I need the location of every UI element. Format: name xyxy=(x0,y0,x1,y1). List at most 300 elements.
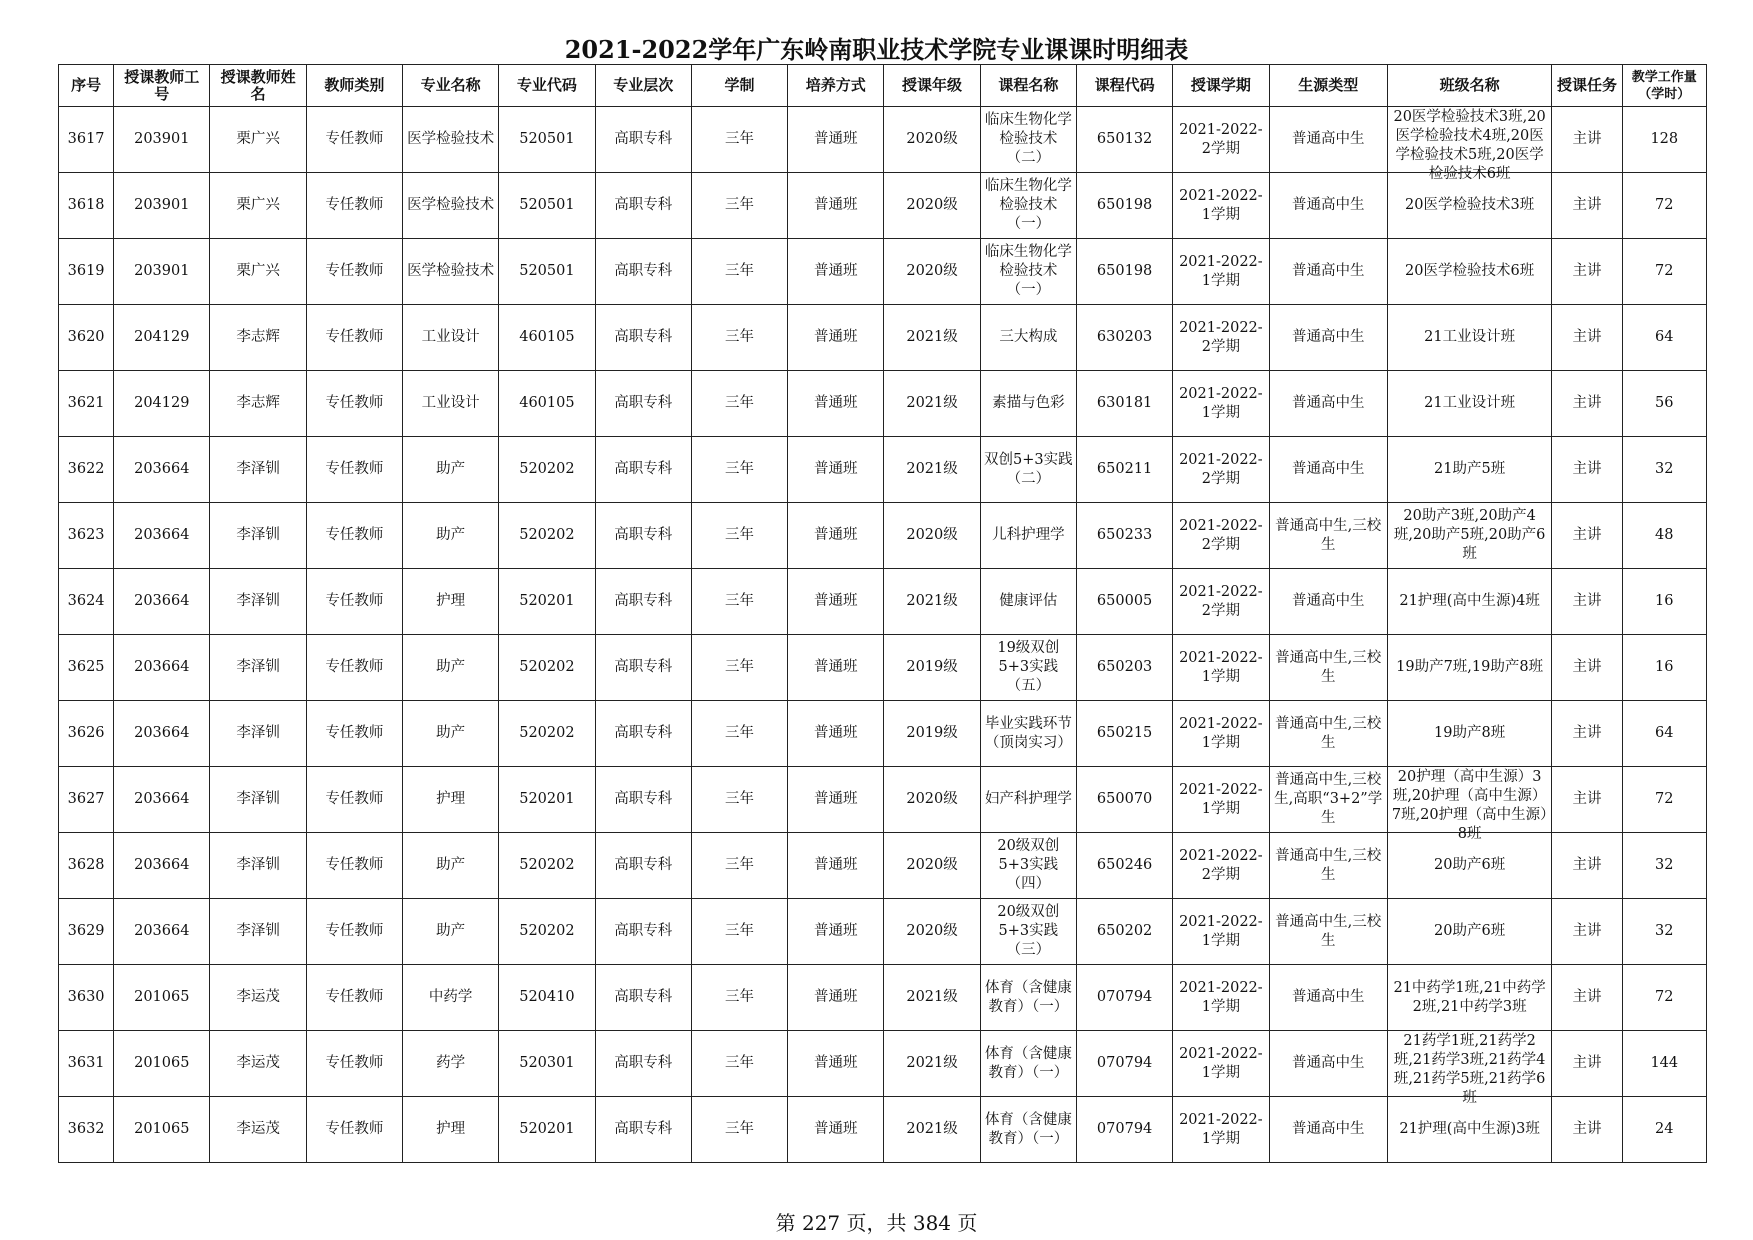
cell-text: 3623 xyxy=(67,527,105,543)
cell-text: 650132 xyxy=(1096,131,1153,147)
cell-text: 护理 xyxy=(436,1121,466,1137)
cell-text: 520202 xyxy=(519,857,575,873)
cell-text: 专任教师 xyxy=(325,461,384,477)
table-cell xyxy=(1622,701,1706,767)
column-header: 授课教师姓名 xyxy=(210,65,306,107)
table-cell xyxy=(1173,437,1269,503)
cell-text: 2020级 xyxy=(906,791,958,807)
cell-text: 儿科护理学 xyxy=(992,527,1065,543)
table-cell xyxy=(306,371,402,437)
cell-text: 三年 xyxy=(724,1055,754,1071)
cell-text: 630203 xyxy=(1096,329,1153,345)
table-cell xyxy=(595,503,691,569)
table-cell xyxy=(499,1097,595,1163)
cell-text: 203664 xyxy=(134,461,190,477)
table-cell xyxy=(210,437,306,503)
cell-text: 520501 xyxy=(519,197,575,213)
table-cell xyxy=(403,569,499,635)
cell-text: 助产 xyxy=(436,725,466,741)
table-cell xyxy=(691,569,787,635)
table-cell xyxy=(306,833,402,899)
table-cell xyxy=(595,569,691,635)
cell-text: 2019级 xyxy=(906,725,958,741)
cell-text: 24 xyxy=(1655,1121,1674,1137)
cell-text: 三年 xyxy=(724,527,754,543)
table-cell xyxy=(1076,1031,1172,1097)
cell-text: 2020级 xyxy=(906,857,958,873)
cell-text: 201065 xyxy=(134,1055,190,1071)
cell-text: 203901 xyxy=(134,131,190,147)
table-cell xyxy=(1622,569,1706,635)
cell-text: 2021-2022-1学期 xyxy=(1179,187,1263,223)
cell-text: 护理 xyxy=(436,593,466,609)
table-cell xyxy=(1173,173,1269,239)
table-cell xyxy=(1622,371,1706,437)
cell-text: 李泽钏 xyxy=(236,461,280,477)
table-cell xyxy=(403,767,499,833)
cell-text: 普通高中生 xyxy=(1291,1121,1365,1137)
table-cell xyxy=(980,503,1076,569)
table-cell xyxy=(980,239,1076,305)
table-cell xyxy=(1173,899,1269,965)
cell-text: 主讲 xyxy=(1572,857,1602,873)
table-cell xyxy=(210,569,306,635)
page-footer: 第 227 页，共 384 页 xyxy=(775,1211,978,1235)
cell-text: 高职专科 xyxy=(614,791,673,807)
table-cell xyxy=(403,899,499,965)
table-cell xyxy=(1387,503,1551,569)
cell-text: 三年 xyxy=(724,923,754,939)
table-cell xyxy=(403,503,499,569)
table-cell xyxy=(595,899,691,965)
table-cell xyxy=(1622,305,1706,371)
page-title: 2021-2022学年广东岭南职业技术学院专业课课时明细表 xyxy=(564,35,1189,64)
cell-text: 203664 xyxy=(134,857,190,873)
table-cell xyxy=(210,899,306,965)
table-cell xyxy=(499,635,595,701)
cell-text: 高职专科 xyxy=(614,461,673,477)
table-cell xyxy=(114,701,210,767)
table-cell xyxy=(210,1031,306,1097)
table-cell xyxy=(499,1031,595,1097)
cell-text: 普通高中生 xyxy=(1291,263,1365,279)
cell-text: 20助产6班 xyxy=(1434,923,1506,939)
table-cell xyxy=(59,173,114,239)
table-cell xyxy=(59,569,114,635)
table-cell xyxy=(788,767,884,833)
table-cell xyxy=(1622,635,1706,701)
table-cell xyxy=(210,635,306,701)
cell-text: 3620 xyxy=(67,329,105,345)
cell-text: 高职专科 xyxy=(614,197,673,213)
cell-text: 48 xyxy=(1655,527,1674,543)
cell-text: 203664 xyxy=(134,923,190,939)
table-cell xyxy=(1076,1097,1172,1163)
cell-text: 三年 xyxy=(724,659,754,675)
table-cell xyxy=(403,965,499,1031)
cell-text: 普通班 xyxy=(814,923,858,939)
table-cell xyxy=(1387,107,1551,182)
table-cell xyxy=(59,701,114,767)
column-header: 授课教师工号 xyxy=(114,65,210,107)
cell-text: 专任教师 xyxy=(325,857,384,873)
cell-text: 520201 xyxy=(519,1121,575,1137)
cell-text: 主讲 xyxy=(1572,131,1602,147)
cell-text: 主讲 xyxy=(1572,395,1602,411)
cell-text: 主讲 xyxy=(1572,593,1602,609)
cell-text: 主讲 xyxy=(1572,197,1602,213)
column-header: 生源类型 xyxy=(1269,65,1387,107)
cell-text: 专任教师 xyxy=(325,1121,384,1137)
column-header: 培养方式 xyxy=(788,65,884,107)
table-cell xyxy=(306,701,402,767)
table-cell xyxy=(1173,569,1269,635)
cell-text: 16 xyxy=(1655,593,1674,609)
cell-text: 650202 xyxy=(1096,923,1153,939)
table-cell xyxy=(1076,371,1172,437)
table-cell xyxy=(1076,569,1172,635)
table-cell xyxy=(691,437,787,503)
table-cell xyxy=(1269,833,1387,899)
table-cell xyxy=(499,899,595,965)
table-cell xyxy=(306,635,402,701)
table-cell xyxy=(1622,965,1706,1031)
table-cell xyxy=(306,503,402,569)
cell-text: 三年 xyxy=(724,989,754,1005)
table-cell xyxy=(788,569,884,635)
table-cell xyxy=(210,1097,306,1163)
cell-text: 临床生物化学检验技术（一） xyxy=(984,178,1072,232)
cell-text: 助产 xyxy=(436,461,466,477)
table-cell xyxy=(595,635,691,701)
table-row xyxy=(59,1097,1707,1163)
table-cell xyxy=(1269,1097,1387,1163)
table-cell xyxy=(1622,437,1706,503)
cell-text: 专任教师 xyxy=(325,923,384,939)
cell-text: 64 xyxy=(1655,725,1674,741)
column-header: 专业代码 xyxy=(499,65,595,107)
table-cell xyxy=(114,173,210,239)
table-cell xyxy=(1622,239,1706,305)
table-cell xyxy=(788,965,884,1031)
table-cell xyxy=(980,371,1076,437)
table-cell xyxy=(1173,503,1269,569)
table-cell xyxy=(980,899,1076,965)
table-cell xyxy=(884,635,980,701)
table-cell xyxy=(884,569,980,635)
cell-text: 520501 xyxy=(519,263,575,279)
table-cell xyxy=(306,1031,402,1097)
cell-text: 专任教师 xyxy=(325,329,384,345)
cell-text: 3628 xyxy=(67,857,105,873)
table-cell xyxy=(1622,767,1706,833)
table-cell xyxy=(306,305,402,371)
cell-text: 高职专科 xyxy=(614,527,673,543)
table-cell xyxy=(884,965,980,1031)
table-cell xyxy=(59,107,114,173)
table-cell xyxy=(210,371,306,437)
cell-text: 双创5+3实践（二） xyxy=(984,451,1073,487)
table-cell xyxy=(1173,965,1269,1031)
cell-text: 650246 xyxy=(1096,857,1153,873)
table-cell xyxy=(114,107,210,173)
table-cell xyxy=(306,437,402,503)
cell-text: 21助产5班 xyxy=(1434,461,1506,477)
table-cell xyxy=(788,437,884,503)
cell-text: 高职专科 xyxy=(614,923,673,939)
cell-text: 主讲 xyxy=(1572,791,1602,807)
cell-text: 主讲 xyxy=(1572,263,1602,279)
table-cell xyxy=(1622,1097,1706,1163)
cell-text: 中药学 xyxy=(428,989,473,1005)
cell-text: 三年 xyxy=(724,329,754,345)
table-cell xyxy=(1622,899,1706,965)
cell-text: 2021级 xyxy=(906,1055,958,1071)
table-cell xyxy=(210,173,306,239)
cell-text: 主讲 xyxy=(1572,725,1602,741)
table-cell xyxy=(1622,833,1706,899)
cell-text: 医学检验技术 xyxy=(407,131,495,147)
table-cell xyxy=(114,635,210,701)
cell-text: 主讲 xyxy=(1572,1121,1602,1137)
cell-text: 201065 xyxy=(134,1121,190,1137)
cell-text: 专任教师 xyxy=(325,989,384,1005)
cell-text: 19助产7班,19助产8班 xyxy=(1396,659,1544,675)
cell-text: 体育（含健康教育）（一） xyxy=(984,1111,1072,1147)
table-cell xyxy=(1552,371,1622,437)
cell-text: 070794 xyxy=(1096,1055,1153,1071)
cell-text: 2021-2022-1学期 xyxy=(1179,715,1263,751)
cell-text: 三大构成 xyxy=(999,329,1058,345)
table-cell xyxy=(499,173,595,239)
table-cell xyxy=(884,371,980,437)
cell-text: 2021级 xyxy=(906,593,958,609)
cell-text: 栗广兴 xyxy=(236,263,280,279)
table-cell xyxy=(1076,965,1172,1031)
table-cell xyxy=(1269,701,1387,767)
cell-text: 专任教师 xyxy=(325,659,384,675)
table-cell xyxy=(691,635,787,701)
cell-text: 专任教师 xyxy=(325,527,384,543)
table-cell xyxy=(306,1097,402,1163)
cell-text: 20级双创5+3实践（四） xyxy=(997,838,1060,892)
cell-text: 普通高中生 xyxy=(1291,131,1365,147)
cell-text: 三年 xyxy=(724,131,754,147)
table-cell xyxy=(1269,437,1387,503)
table-cell xyxy=(499,965,595,1031)
table-cell xyxy=(210,701,306,767)
table-cell xyxy=(1552,569,1622,635)
table-cell xyxy=(691,503,787,569)
cell-text: 李泽钏 xyxy=(236,923,280,939)
table-cell xyxy=(980,635,1076,701)
cell-text: 3621 xyxy=(67,395,105,411)
table-cell xyxy=(884,107,980,173)
cell-text: 21中药学1班,21中药学2班,21中药学3班 xyxy=(1393,979,1546,1015)
table-cell xyxy=(306,569,402,635)
table-cell xyxy=(884,437,980,503)
cell-text: 56 xyxy=(1655,395,1674,411)
cell-text: 高职专科 xyxy=(614,329,673,345)
table-cell xyxy=(306,239,402,305)
cell-text: 650215 xyxy=(1096,725,1153,741)
table-cell xyxy=(595,965,691,1031)
cell-text: 2021-2022-1学期 xyxy=(1179,979,1263,1015)
cell-text: 520201 xyxy=(519,791,575,807)
cell-text: 203664 xyxy=(134,791,190,807)
table-cell xyxy=(59,833,114,899)
cell-text: 520501 xyxy=(519,131,575,147)
cell-text: 专任教师 xyxy=(325,1055,384,1071)
table-cell xyxy=(788,701,884,767)
table-cell xyxy=(1387,1031,1551,1106)
column-header: 课程代码 xyxy=(1076,65,1172,107)
table-cell xyxy=(595,1097,691,1163)
table-cell xyxy=(403,239,499,305)
table-cell xyxy=(1269,1031,1387,1097)
table-cell xyxy=(1552,701,1622,767)
cell-text: 主讲 xyxy=(1572,659,1602,675)
cell-text: 三年 xyxy=(724,593,754,609)
table-row xyxy=(59,965,1707,1031)
table-cell xyxy=(1269,503,1387,569)
table-cell xyxy=(499,833,595,899)
table-cell xyxy=(980,107,1076,173)
table-cell xyxy=(595,305,691,371)
cell-text: 520202 xyxy=(519,725,575,741)
cell-text: 普通班 xyxy=(814,989,858,1005)
cell-text: 主讲 xyxy=(1572,527,1602,543)
cell-text: 2021-2022-2学期 xyxy=(1179,517,1263,553)
table-cell xyxy=(1387,701,1551,767)
cell-text: 3624 xyxy=(67,593,105,609)
cell-text: 普通高中生 xyxy=(1291,395,1365,411)
table-cell xyxy=(595,1031,691,1097)
cell-text: 460105 xyxy=(519,395,575,411)
table-cell xyxy=(114,1097,210,1163)
table-cell xyxy=(210,305,306,371)
cell-text: 203901 xyxy=(134,263,190,279)
cell-text: 64 xyxy=(1655,329,1674,345)
cell-text: 李运茂 xyxy=(236,1055,280,1071)
table-cell xyxy=(595,437,691,503)
cell-text: 2021-2022-2学期 xyxy=(1179,121,1263,157)
table-cell xyxy=(1076,833,1172,899)
table-cell xyxy=(306,107,402,173)
cell-text: 临床生物化学检验技术（一） xyxy=(984,244,1072,298)
table-cell xyxy=(114,767,210,833)
table-row xyxy=(59,107,1707,173)
cell-text: 普通班 xyxy=(814,395,858,411)
cell-text: 203664 xyxy=(134,725,190,741)
cell-text: 520202 xyxy=(519,461,575,477)
cell-text: 高职专科 xyxy=(614,989,673,1005)
cell-text: 主讲 xyxy=(1572,989,1602,1005)
table-row xyxy=(59,1031,1707,1097)
table-cell xyxy=(1076,239,1172,305)
cell-text: 毕业实践环节（顶岗实习） xyxy=(984,715,1072,751)
table-row xyxy=(59,569,1707,635)
table-cell xyxy=(114,1031,210,1097)
cell-text: 72 xyxy=(1655,989,1674,1005)
table-cell xyxy=(403,371,499,437)
cell-text: 630181 xyxy=(1096,395,1153,411)
cell-text: 3630 xyxy=(67,989,105,1005)
table-cell xyxy=(691,1031,787,1097)
table-cell xyxy=(499,239,595,305)
table-cell xyxy=(306,899,402,965)
table-cell xyxy=(788,239,884,305)
table-cell xyxy=(59,1097,114,1163)
cell-text: 普通高中生 xyxy=(1291,197,1365,213)
table-cell xyxy=(210,833,306,899)
cell-text: 520410 xyxy=(519,989,575,1005)
table-cell xyxy=(114,965,210,1031)
column-header: 教师类别 xyxy=(306,65,402,107)
table-cell xyxy=(1552,173,1622,239)
cell-text: 2021-2022-2学期 xyxy=(1179,451,1263,487)
cell-text: 520202 xyxy=(519,527,575,543)
table-cell xyxy=(1076,701,1172,767)
cell-text: 32 xyxy=(1655,461,1674,477)
table-cell xyxy=(59,1031,114,1097)
cell-text: 2021-2022-1学期 xyxy=(1179,781,1263,817)
table-cell xyxy=(59,965,114,1031)
table-cell xyxy=(403,833,499,899)
cell-text: 2020级 xyxy=(906,527,958,543)
table-cell xyxy=(1552,767,1622,833)
table-cell xyxy=(1552,305,1622,371)
table-cell xyxy=(59,371,114,437)
cell-text: 21工业设计班 xyxy=(1424,329,1516,345)
cell-text: 普通高中生,三校生 xyxy=(1275,847,1382,883)
table-cell xyxy=(1552,437,1622,503)
cell-text: 21护理(高中生源)4班 xyxy=(1399,593,1540,609)
table-cell xyxy=(59,503,114,569)
cell-text: 204129 xyxy=(134,395,190,411)
cell-text: 高职专科 xyxy=(614,725,673,741)
cell-text: 2021-2022-2学期 xyxy=(1179,319,1263,355)
table-cell xyxy=(595,107,691,173)
table-cell xyxy=(691,767,787,833)
cell-text: 2021级 xyxy=(906,395,958,411)
cell-text: 高职专科 xyxy=(614,857,673,873)
cell-text: 主讲 xyxy=(1572,923,1602,939)
table-cell xyxy=(691,173,787,239)
table-cell xyxy=(595,833,691,899)
table-cell xyxy=(1622,1031,1706,1097)
cell-text: 2021-2022-1学期 xyxy=(1179,385,1263,421)
cell-text: 医学检验技术 xyxy=(407,263,495,279)
cell-text: 高职专科 xyxy=(614,593,673,609)
cell-text: 医学检验技术 xyxy=(407,197,495,213)
table-cell xyxy=(788,173,884,239)
cell-text: 070794 xyxy=(1096,1121,1153,1137)
table-header-row xyxy=(59,65,1707,107)
cell-text: 520201 xyxy=(519,593,575,609)
cell-text: 2019级 xyxy=(906,659,958,675)
column-header: 授课任务 xyxy=(1552,65,1622,107)
column-header: 专业名称 xyxy=(403,65,499,107)
table-cell xyxy=(1173,1097,1269,1163)
table-cell xyxy=(691,833,787,899)
cell-text: 20护理（高中生源）3班,20护理（高中生源）7班,20护理（高中生源）8班 xyxy=(1391,768,1548,842)
table-cell xyxy=(59,899,114,965)
cell-text: 520202 xyxy=(519,659,575,675)
cell-text: 650233 xyxy=(1096,527,1153,543)
cell-text: 普通高中生,三校生 xyxy=(1275,715,1382,751)
table-cell xyxy=(1622,173,1706,239)
